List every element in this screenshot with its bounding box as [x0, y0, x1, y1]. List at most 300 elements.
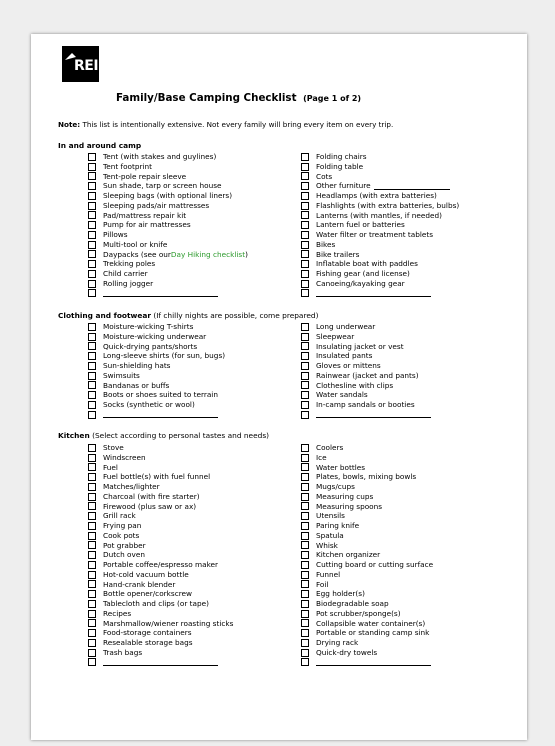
item-label: Portable coffee/espresso maker: [103, 560, 219, 569]
item-label: Grill rack: [103, 511, 136, 521]
checkbox[interactable]: [301, 649, 309, 657]
checklist-item: [88, 259, 248, 269]
checklist-item: [301, 410, 431, 420]
checkbox[interactable]: [301, 463, 309, 471]
checkbox[interactable]: [88, 463, 96, 471]
kitchen-list-left: [88, 443, 233, 667]
checkbox[interactable]: [88, 241, 96, 249]
checkbox[interactable]: [301, 280, 309, 288]
checklist-item: [88, 332, 225, 342]
rei-logo: [62, 46, 99, 82]
checkbox[interactable]: [301, 182, 309, 190]
section-subtitle: (If chilly nights are possible, come prepared): [150, 311, 319, 320]
checkbox[interactable]: [301, 362, 309, 370]
write-in-line[interactable]: [103, 290, 218, 297]
checklist-item: [88, 201, 248, 211]
checklist-item: [88, 211, 248, 221]
checkbox[interactable]: [88, 561, 96, 569]
item-label: Pillows: [103, 230, 128, 239]
section-title-kitchen: [58, 431, 269, 440]
checklist-item: [88, 531, 233, 541]
checkbox[interactable]: [88, 362, 96, 370]
checklist-item: [301, 599, 433, 609]
checklist-item: [301, 240, 459, 250]
checklist-item: [301, 220, 459, 230]
checkbox[interactable]: [88, 221, 96, 229]
checklist-item: [301, 322, 431, 332]
checklist-item: [301, 259, 459, 269]
item-label: Pot grabber: [103, 540, 146, 550]
checkbox[interactable]: [301, 221, 309, 229]
item-label: Multi-tool or knife: [103, 239, 168, 249]
checklist-item: [88, 580, 233, 590]
checkbox[interactable]: [88, 580, 96, 588]
checklist-item: [301, 172, 459, 182]
item-label: Cook pots: [103, 530, 140, 540]
checkbox[interactable]: [88, 454, 96, 462]
checkbox[interactable]: [301, 342, 309, 350]
item-label: Mugs/cups: [316, 482, 355, 491]
checkbox[interactable]: [301, 619, 309, 627]
checkbox[interactable]: [301, 289, 309, 297]
logo-text: REI: [74, 58, 99, 74]
item-label: Tent-pole repair sleeve: [103, 171, 187, 181]
item-label: Cutting board or cutting surface: [316, 560, 434, 569]
item-label: Water sandals: [316, 390, 368, 400]
checkbox[interactable]: [88, 502, 96, 510]
page-number-label: (Page 1 of 2): [303, 94, 362, 103]
item-label: Headlamps (with extra batteries): [316, 191, 437, 200]
checkbox[interactable]: [88, 391, 96, 399]
checkbox[interactable]: [301, 444, 309, 452]
item-label: Lantern fuel or batteries: [316, 220, 405, 230]
checkbox[interactable]: [301, 163, 309, 171]
checklist-item: [301, 658, 433, 668]
item-label: Egg holder(s): [316, 589, 365, 599]
item-label: Insulating jacket or vest: [316, 341, 404, 351]
checkbox[interactable]: [301, 502, 309, 510]
item-label: Charcoal (with fire starter): [103, 491, 200, 501]
item-label: Coolers: [316, 443, 344, 452]
checklist-item: [301, 550, 433, 560]
item-label: Bandanas or buffs: [103, 380, 170, 390]
checkbox[interactable]: [301, 153, 309, 161]
item-label: Dutch oven: [103, 550, 145, 560]
checklist-item: [88, 648, 233, 658]
checklist-item: [301, 638, 433, 648]
checklist-item: [301, 361, 431, 371]
checkbox[interactable]: [88, 483, 96, 491]
checkbox[interactable]: [301, 580, 309, 588]
item-label: Cots: [316, 171, 333, 181]
checklist-item: [301, 472, 433, 482]
item-label: Water filter or treatment tablets: [316, 230, 434, 239]
item-label: Tent (with stakes and guylines): [103, 152, 217, 161]
item-label: Quick-drying pants/shorts: [103, 341, 198, 351]
checklist-item: [88, 390, 225, 400]
item-label: Rainwear (jacket and pants): [316, 370, 419, 380]
checklist-item: [301, 371, 431, 381]
item-label: Sleeping pads/air mattresses: [103, 200, 210, 210]
checkbox[interactable]: [88, 401, 96, 409]
checkbox[interactable]: [301, 231, 309, 239]
checklist-item: [301, 181, 459, 191]
intro-note: [58, 120, 393, 129]
checkbox[interactable]: [301, 532, 309, 540]
checklist-item: [88, 371, 225, 381]
clothing-list-left: [88, 322, 225, 420]
checkbox[interactable]: [88, 493, 96, 501]
checklist-item: [88, 609, 233, 619]
checkbox[interactable]: [301, 381, 309, 389]
checklist-item: [301, 332, 431, 342]
item-label: Moisture-wicking underwear: [103, 331, 207, 341]
checkbox[interactable]: [301, 260, 309, 268]
checklist-item: [88, 511, 233, 521]
write-in-line[interactable]: [103, 659, 218, 666]
checkbox[interactable]: [88, 411, 96, 419]
item-label: Hot-cold vacuum bottle: [103, 569, 189, 579]
checkbox[interactable]: [88, 211, 96, 219]
item-label: Foil: [316, 579, 329, 589]
item-label: Tent footprint: [103, 161, 153, 171]
checkbox[interactable]: [88, 333, 96, 341]
item-label: Trash bags: [103, 647, 143, 657]
checkbox[interactable]: [88, 323, 96, 331]
checkbox[interactable]: [88, 639, 96, 647]
clothing-list-right: [301, 322, 431, 420]
item-label: Whisk: [316, 540, 338, 550]
checkbox[interactable]: [88, 182, 96, 190]
checkbox[interactable]: [88, 202, 96, 210]
note-text: This list is intentionally extensive. Not every family will bring every item on every trip.: [82, 120, 394, 129]
camp-list-right: [301, 152, 459, 298]
checkbox[interactable]: [88, 522, 96, 530]
page-title: [116, 92, 361, 104]
checkbox[interactable]: [88, 250, 96, 258]
checklist-item: [301, 492, 433, 502]
item-label: Sun shade, tarp or screen house: [103, 181, 222, 191]
item-label: Measuring cups: [316, 491, 374, 501]
checklist-item: [88, 570, 233, 580]
item-label: Utensils: [316, 511, 345, 521]
checkbox[interactable]: [88, 289, 96, 297]
checklist-item: [88, 279, 248, 289]
item-label: Folding table: [316, 161, 364, 171]
checkbox[interactable]: [301, 192, 309, 200]
checklist-item: [88, 361, 225, 371]
item-label: Gloves or mittens: [316, 361, 381, 370]
checklist-item: [88, 162, 248, 172]
item-label: Child carrier: [103, 269, 148, 278]
item-label: Biodegradable soap: [316, 599, 389, 608]
checkbox[interactable]: [301, 352, 309, 360]
checklist-item: [301, 482, 433, 492]
item-label: Collapsible water container(s): [316, 618, 426, 628]
item-label-suffix: ): [245, 249, 248, 259]
item-label: Recipes: [103, 608, 132, 618]
checklist-item: [301, 511, 433, 521]
checklist-item: [301, 589, 433, 599]
item-label: Bikes: [316, 239, 336, 249]
section-subtitle: (Select according to personal tastes and needs): [89, 431, 270, 440]
checkbox[interactable]: [88, 532, 96, 540]
checkbox[interactable]: [301, 541, 309, 549]
checkbox[interactable]: [88, 551, 96, 559]
checklist-item: [301, 628, 433, 638]
item-label: Spatula: [316, 530, 344, 540]
checklist-item: [88, 638, 233, 648]
checkbox[interactable]: [301, 401, 309, 409]
item-label: Sun-shielding hats: [103, 361, 171, 370]
item-label: Bottle opener/corkscrew: [103, 589, 192, 599]
item-label: Sleeping bags (with optional liners): [103, 191, 233, 200]
item-label: Fuel: [103, 462, 118, 472]
checklist-item: [301, 191, 459, 201]
checklist-item: [301, 289, 459, 299]
day-hiking-checklist-link[interactable]: Day Hiking checklist: [170, 249, 246, 259]
write-in-line[interactable]: [316, 659, 431, 666]
item-label: Inflatable boat with paddles: [316, 259, 418, 269]
checkbox[interactable]: [301, 571, 309, 579]
item-label: Lanterns (with mantles, if needed): [316, 210, 442, 220]
checkbox[interactable]: [88, 192, 96, 200]
checkbox[interactable]: [301, 454, 309, 462]
checkbox[interactable]: [88, 153, 96, 161]
checkbox[interactable]: [88, 649, 96, 657]
note-label: Note:: [58, 120, 81, 129]
item-label: Bike trailers: [316, 249, 360, 259]
checklist-item: [301, 502, 433, 512]
item-label: Moisture-wicking T-shirts: [103, 322, 194, 331]
checklist-item: [301, 211, 459, 221]
checkbox[interactable]: [88, 260, 96, 268]
item-label: Windscreen: [103, 452, 146, 462]
checkbox[interactable]: [88, 372, 96, 380]
checkbox[interactable]: [301, 211, 309, 219]
checklist-item: [301, 162, 459, 172]
checklist-item: [301, 381, 431, 391]
checklist-item: [88, 658, 233, 668]
checklist-item: [301, 580, 433, 590]
checklist-item: [301, 250, 459, 260]
checklist-item: [301, 619, 433, 629]
checklist-item: [301, 230, 459, 240]
checklist-item: [301, 531, 433, 541]
checkbox[interactable]: [301, 411, 309, 419]
checklist-item: [88, 521, 233, 531]
kitchen-list-right: [301, 443, 433, 667]
checkbox[interactable]: [88, 231, 96, 239]
checkbox[interactable]: [301, 323, 309, 331]
item-label: Folding chairs: [316, 152, 367, 161]
checklist-item: [301, 269, 459, 279]
checkbox[interactable]: [88, 280, 96, 288]
checkbox[interactable]: [301, 372, 309, 380]
item-label: Kitchen organizer: [316, 550, 381, 560]
camp-list-left: [88, 152, 248, 298]
checklist-item: [88, 152, 248, 162]
item-label: In-camp sandals or booties: [316, 400, 415, 409]
item-label: Swimsuits: [103, 370, 140, 380]
checkbox[interactable]: [301, 241, 309, 249]
checkbox[interactable]: [301, 561, 309, 569]
checkbox[interactable]: [88, 444, 96, 452]
checklist-item: [88, 181, 248, 191]
checklist-item: [88, 619, 233, 629]
checkbox[interactable]: [88, 541, 96, 549]
checkbox[interactable]: [301, 172, 309, 180]
item-label: Rolling jogger: [103, 278, 154, 288]
checkbox[interactable]: [88, 473, 96, 481]
item-label: Long-sleeve shirts (for sun, bugs): [103, 351, 226, 361]
section-heading: Kitchen: [58, 431, 90, 440]
checkbox[interactable]: [88, 512, 96, 520]
checkbox[interactable]: [301, 493, 309, 501]
checklist-item: [88, 220, 248, 230]
item-label: Other furniture: [316, 181, 371, 191]
item-label: Canoeing/kayaking gear: [316, 278, 405, 288]
checkbox[interactable]: [301, 483, 309, 491]
checkbox[interactable]: [88, 163, 96, 171]
checkbox[interactable]: [301, 639, 309, 647]
checklist-item: [301, 201, 459, 211]
item-label: Trekking poles: [103, 259, 156, 269]
item-label: Socks (synthetic or wool): [103, 400, 195, 409]
checklist-item: [88, 472, 233, 482]
checklist-item: [88, 410, 225, 420]
item-label: Quick-dry towels: [316, 647, 378, 657]
checklist-item: [88, 560, 233, 570]
checklist-item: [88, 342, 225, 352]
checklist-item: [88, 250, 248, 260]
item-label: Pot scrubber/sponge(s): [316, 608, 401, 618]
checkbox[interactable]: [301, 610, 309, 618]
checklist-item: [301, 648, 433, 658]
title-text: Family/Base Camping Checklist: [116, 92, 297, 104]
item-label: Pad/mattress repair kit: [103, 210, 187, 220]
item-label: Frying pan: [103, 521, 142, 530]
checklist-item: [301, 390, 431, 400]
write-in-line[interactable]: [316, 411, 431, 418]
item-label: Stove: [103, 443, 124, 452]
checklist-item: [88, 502, 233, 512]
checklist-item: [88, 550, 233, 560]
checklist-item: [88, 172, 248, 182]
checklist-item: [301, 279, 459, 289]
item-label: Matches/lighter: [103, 482, 160, 491]
checklist-item: [88, 351, 225, 361]
checkbox[interactable]: [301, 473, 309, 481]
checklist-item: [88, 381, 225, 391]
checklist-item: [88, 463, 233, 473]
checklist-item: [88, 322, 225, 332]
item-label: Boots or shoes suited to terrain: [103, 390, 218, 400]
item-label: Hand-crank blender: [103, 579, 176, 589]
checkbox[interactable]: [301, 391, 309, 399]
checkbox[interactable]: [88, 610, 96, 618]
checkbox[interactable]: [88, 571, 96, 579]
checkbox[interactable]: [301, 551, 309, 559]
checklist-item: [88, 191, 248, 201]
section-title-camp: [58, 141, 141, 150]
item-label: Long underwear: [316, 322, 376, 331]
checkbox[interactable]: [301, 250, 309, 258]
checklist-item: [301, 443, 433, 453]
item-label: Pump for air mattresses: [103, 220, 191, 230]
checklist-item: [88, 589, 233, 599]
checklist-item: [301, 560, 433, 570]
checkbox[interactable]: [88, 342, 96, 350]
item-label: Portable or standing camp sink: [316, 628, 430, 638]
write-in-line[interactable]: [316, 290, 431, 297]
checkbox[interactable]: [88, 658, 96, 666]
checkbox[interactable]: [88, 172, 96, 180]
item-label: Drying rack: [316, 638, 359, 647]
item-label: Resealable storage bags: [103, 638, 193, 647]
checklist-item: [88, 541, 233, 551]
item-label: Firewood (plus saw or ax): [103, 501, 197, 511]
checkbox[interactable]: [88, 629, 96, 637]
checklist-item: [88, 230, 248, 240]
checklist-item: [301, 342, 431, 352]
checkbox[interactable]: [301, 590, 309, 598]
checkbox[interactable]: [301, 270, 309, 278]
checklist-item: [88, 443, 233, 453]
checklist-item: [301, 521, 433, 531]
item-label: Sleepwear: [316, 331, 355, 341]
checkbox[interactable]: [88, 381, 96, 389]
checklist-item: [301, 541, 433, 551]
checkbox[interactable]: [88, 270, 96, 278]
checkbox[interactable]: [301, 600, 309, 608]
checkbox[interactable]: [301, 512, 309, 520]
checklist-item: [301, 400, 431, 410]
checklist-item: [88, 599, 233, 609]
checklist-item: [301, 152, 459, 162]
checkbox[interactable]: [301, 333, 309, 341]
checklist-item: [88, 482, 233, 492]
checkbox[interactable]: [88, 619, 96, 627]
item-label: Water bottles: [316, 462, 366, 472]
checklist-item: [301, 570, 433, 580]
write-in-line[interactable]: [103, 411, 218, 418]
item-label: Paring knife: [316, 521, 360, 530]
checkbox[interactable]: [301, 202, 309, 210]
checkbox[interactable]: [88, 590, 96, 598]
checklist-item: [88, 453, 233, 463]
section-heading: Clothing and footwear: [58, 311, 151, 320]
item-label: Daypacks (see our: [103, 249, 171, 259]
checkbox[interactable]: [88, 352, 96, 360]
item-label: Food-storage containers: [103, 628, 192, 638]
checkbox[interactable]: [88, 600, 96, 608]
write-in-line[interactable]: [374, 183, 450, 190]
item-label: Fuel bottle(s) with fuel funnel: [103, 472, 211, 482]
item-label: Fishing gear (and license): [316, 269, 410, 278]
item-label: Measuring spoons: [316, 501, 383, 511]
checklist-item: [88, 492, 233, 502]
checklist-item: [301, 351, 431, 361]
checkbox[interactable]: [301, 629, 309, 637]
checkbox[interactable]: [301, 658, 309, 666]
item-label: Marshmallow/wiener roasting sticks: [103, 618, 234, 628]
checklist-item: [88, 289, 248, 299]
checklist-item: [88, 240, 248, 250]
item-label: Insulated pants: [316, 351, 373, 361]
checklist-item: [88, 400, 225, 410]
checkbox[interactable]: [301, 522, 309, 530]
